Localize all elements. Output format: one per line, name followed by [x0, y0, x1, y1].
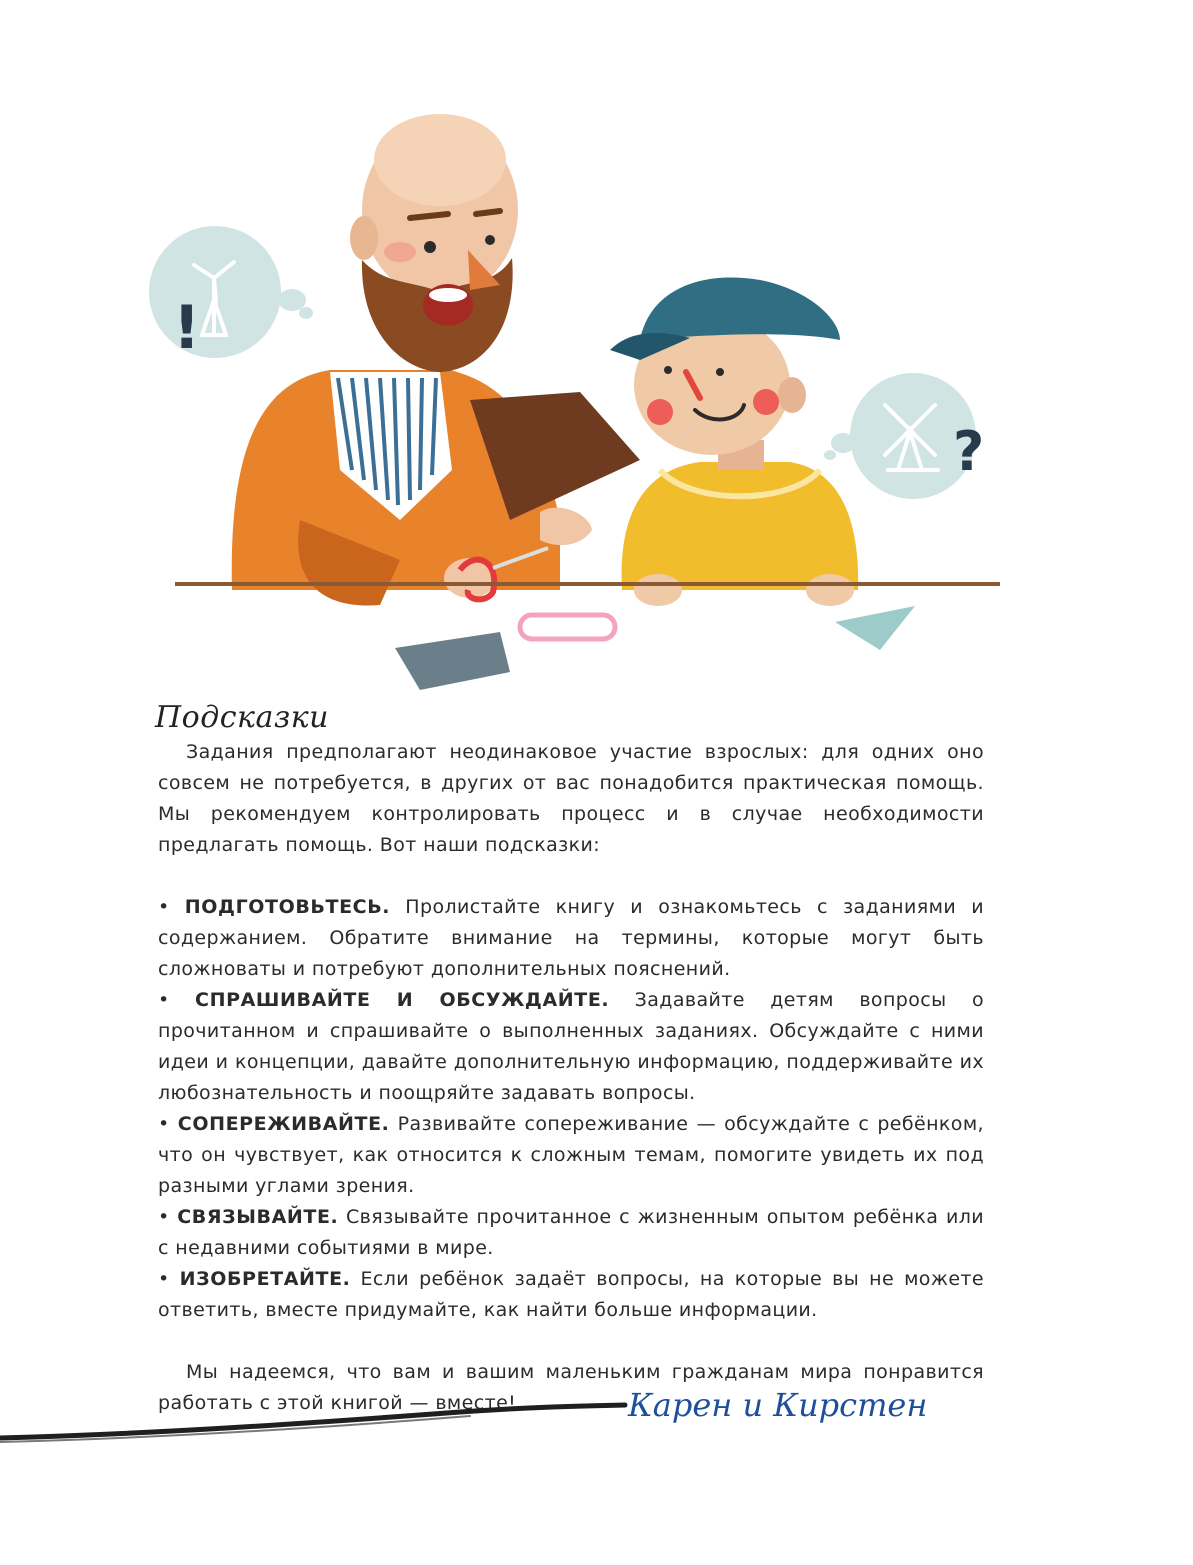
- intro-paragraph: Задания предполагают неодинаковое участие взрослых: для одних оно совсем не потребуется, в других от вас понадобится практическая помощь. Мы рекомендуем контролировать процесс и в случае необходимости предлагать помощь. Вот наши подсказки:: [158, 741, 984, 856]
- tip-label: СПРАШИВАЙТЕ И ОБСУЖДАЙТЕ.: [195, 989, 610, 1011]
- section-title: Подсказки: [155, 700, 329, 735]
- signature: Карен и Кирстен: [628, 1386, 928, 1424]
- teal-paper-triangle: [835, 606, 915, 650]
- boy-figure: [610, 278, 858, 607]
- tips-list: [158, 892, 984, 1326]
- paper-scrap: [395, 632, 510, 690]
- tip-label: ИЗОБРЕТАЙТЕ.: [179, 1268, 351, 1290]
- tip-text: Пролистайте книгу и ознакомьтесь с заданиями и содержанием. Обратите внимание на термины, которые могут быть сложноваты и потребуют дополнительных пояснений.: [158, 896, 984, 980]
- tip-item: • ПОДГОТОВЬТЕСЬ. Пролистайте книгу и ознакомьтесь с заданиями и содержанием. Обратите внимание на термины, которые могут быть сложноваты и потребуют дополнительных пояснений.: [158, 896, 984, 980]
- tips-text: [158, 737, 984, 1419]
- tip-text: Развивайте сопереживание — обсуждайте с ребёнком, что он чувствует, как относится к сложным темам, помогите увидеть их под разными углами зрения.: [158, 1113, 984, 1197]
- tip-text: Задавайте детям вопросы о прочитанном и спрашивайте о выполненных заданиях. Обсуждайте с ними идеи и концепции, давайте дополнительную информацию, поддерживайте их любознательность и поощряйте задавать вопросы.: [158, 989, 984, 1104]
- tip-label: СОПЕРЕЖИВАЙТЕ.: [177, 1113, 390, 1135]
- tip-item: • ИЗОБРЕТАЙТЕ. Если ребёнок задаёт вопросы, на которые вы не можете ответить, вместе придумайте, как найти больше информации.: [158, 1268, 984, 1321]
- tip-text: Если ребёнок задаёт вопросы, на которые вы не можете ответить, вместе придумайте, как найти больше информации.: [158, 1268, 984, 1321]
- closing-paragraph: Мы надеемся, что вам и вашим маленьким гражданам мира понравится работать с этой книгой — вместе!: [158, 1361, 984, 1414]
- illustration-father-and-son: [0, 0, 1193, 720]
- speech-bubble-right: [824, 373, 984, 499]
- father-figure: [232, 114, 640, 606]
- speech-bubble-left: [149, 226, 313, 363]
- pink-paper-loop: [520, 615, 615, 639]
- tip-item: • СВЯЗЫВАЙТЕ. Связывайте прочитанное с жизненным опытом ребёнка или с недавними событиями в мире.: [158, 1206, 984, 1259]
- ink-stroke-divider: [0, 1380, 640, 1460]
- tip-label: СВЯЗЫВАЙТЕ.: [177, 1206, 339, 1228]
- question-mark: ?: [953, 420, 985, 483]
- tip-text: Связывайте прочитанное с жизненным опытом ребёнка или с недавними событиями в мире.: [158, 1206, 984, 1259]
- tip-item: • СОПЕРЕЖИВАЙТЕ. Развивайте сопереживание — обсуждайте с ребёнком, что он чувствует, как относится к сложным темам, помогите увидеть их под разными углами зрения.: [158, 1113, 984, 1197]
- tip-item: • СПРАШИВАЙТЕ И ОБСУЖДАЙТЕ. Задавайте детям вопросы о прочитанном и спрашивайте о выполненных заданиях. Обсуждайте с ними идеи и концепции, давайте дополнительную информацию, поддерживайте их любознательность и поощряйте задавать вопросы.: [158, 989, 984, 1104]
- tip-label: ПОДГОТОВЬТЕСЬ.: [184, 896, 391, 918]
- exclamation-mark: !: [173, 293, 201, 363]
